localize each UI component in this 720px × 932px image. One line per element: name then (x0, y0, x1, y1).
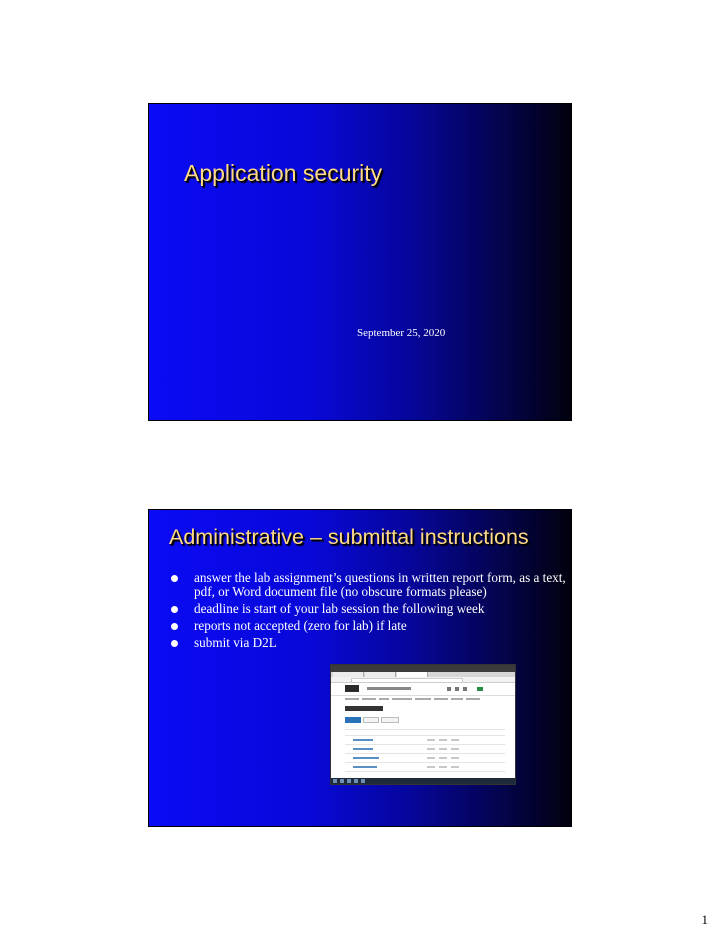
slide-2 (148, 509, 572, 827)
bullet-text: submit via D2L (194, 635, 277, 650)
bullet-item (169, 571, 569, 599)
bullet-text: deadline is start of your lab session the following week (194, 601, 485, 616)
dropbox-folders-heading (345, 706, 383, 711)
bullet-text: reports not accepted (zero for lab) if late (194, 618, 407, 633)
bullet-text: answer the lab assignment’s questions in written report form, as a text, pdf, or Word document file (no obscure formats please) (194, 570, 566, 599)
bullet-dot-icon (171, 623, 178, 630)
bullet-item (169, 636, 569, 650)
d2l-screenshot-image (330, 664, 516, 785)
page-number: 1 (701, 912, 708, 927)
bullet-dot-icon (171, 606, 178, 613)
d2l-nav (331, 696, 515, 702)
slide-1-title: Application security (184, 160, 383, 186)
windows-taskbar (331, 778, 515, 784)
bullet-dot-icon (171, 575, 178, 582)
bullet-item (169, 602, 569, 616)
bullet-list (169, 571, 569, 653)
bullet-dot-icon (171, 640, 178, 647)
slide-1-date: September 25, 2020 (357, 327, 446, 339)
d2l-logo-icon (345, 685, 359, 692)
bullet-item (169, 619, 569, 633)
slide-1 (148, 103, 572, 421)
browser-titlebar (331, 665, 515, 672)
d2l-header (331, 683, 515, 696)
slide-2-title: Administrative – submittal instructions (169, 525, 529, 549)
